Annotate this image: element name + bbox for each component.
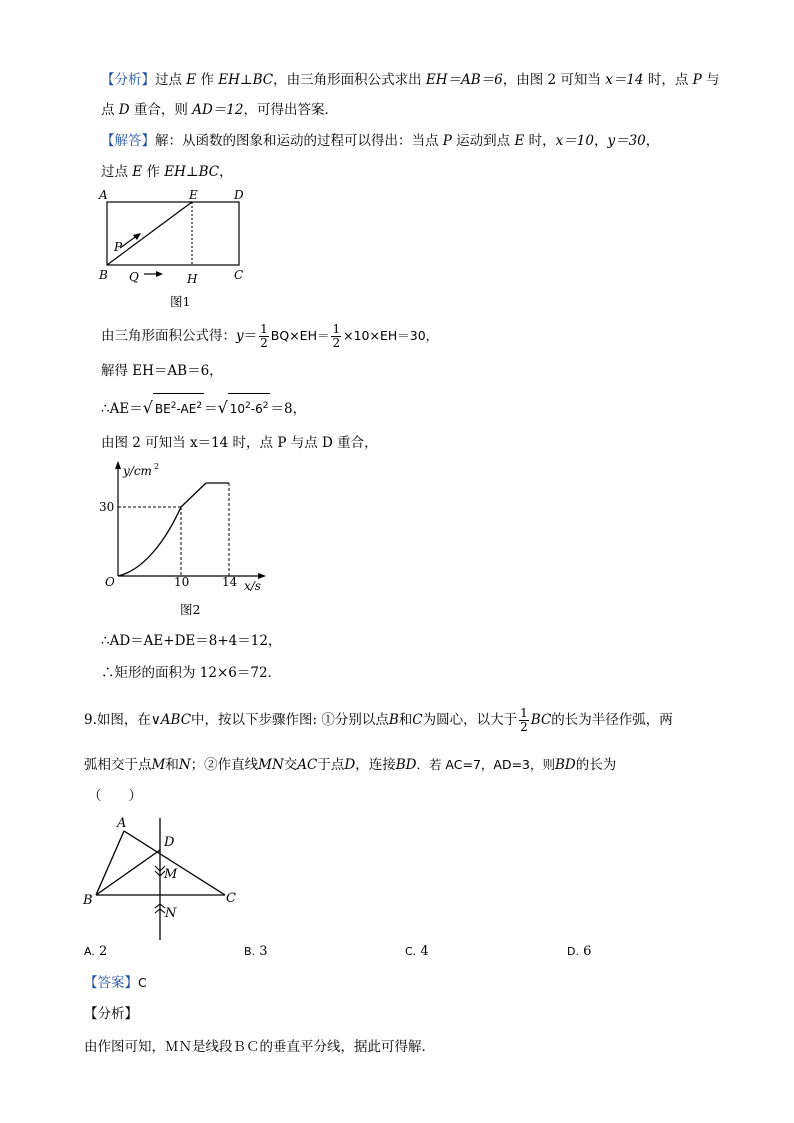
fraction-half: $\frac{1}{2}$ [260,322,268,350]
option-c[interactable]: C. 4 [405,944,429,959]
figure-3-triangle [80,814,245,944]
analysis-heading: 【分析】 [84,1006,138,1022]
analysis-line-1: 【分析】过点 E 作 EH⊥BC，由三角形面积公式求出 EH＝AB＝6，由图 2 可知当 x＝14 时，点 P 与 [101,72,720,88]
solution-line-2: 过点 E 作 EH⊥BC， [101,164,233,180]
fig2-origin-O: O [105,575,115,589]
fig2-ylabel-sup: 2 [154,462,160,471]
solution-line-1: 【解答】解：从函数的图象和运动的过程可以得出：当点 P 运动到点 E 时，x＝10，y＝30， [101,133,660,149]
option-a[interactable]: A. 2 [84,944,108,959]
sqrt-1: $BE^2-AE^2$ [153,393,204,421]
figure-1-caption: 图1 [170,294,191,309]
area-formula-line: 由三角形面积公式得：y＝ $\frac{1}{2}$ BQ×EH＝ $\frac{1}{2}$ ×10×EH＝30， [101,322,439,350]
fig1-label-E: E [189,188,198,202]
figure-2-caption: 图2 [180,602,201,617]
fig2-xlabel: x/s [244,579,261,593]
answer-tag: 【答案】 [84,975,138,991]
answer-line [84,973,147,993]
option-d[interactable]: D. 6 [567,944,592,959]
fig1-label-A: A [99,188,108,202]
ae-line: ∴AE＝√ $BE^2-AE^2$ ＝√ $10^2-6^2 =8$， [101,393,306,421]
fig1-label-B: B [99,268,108,282]
fig3-label-N: N [165,906,177,921]
analysis-tag: 【分析】 [101,72,155,88]
analysis-line-2: 点 D 重合，则 AD＝12，可得出答案． [101,102,338,118]
fig1-label-Q: Q [129,270,139,284]
fig2-ylabel: y/cm [123,464,152,478]
question-9-blank: （ ） [88,788,142,804]
fig2-tick-10: 10 [174,575,190,589]
q9-fraction-half: $\frac{1}{2}$ [520,706,528,734]
fig1-label-H: H [187,272,198,286]
fig3-label-C: C [226,891,236,906]
figure-2-graph [96,458,276,594]
fig2-intro-line: 由图 2 可知当 x＝14 时，点 P 与点 D 重合， [101,435,378,451]
rect-area-line: ∴矩形的面积为 12×6＝72． [101,665,282,681]
fig1-label-D: D [234,188,244,202]
fig1-label-C: C [234,268,244,282]
fig3-label-D: D [164,835,175,850]
fig1-label-P: P [114,240,123,254]
sqrt-2: $10^2-6^2$ [228,393,271,421]
fig3-label-A: A [117,816,127,831]
figure-1-rectangle [96,184,256,290]
question-9-line-1: 9.如图，在∨ABC中，按以下步骤作图: ①分别以点B和C为圆心，以大于 $\frac{1}{2}$ BC的长为半径作弧，两 [84,706,673,734]
option-b[interactable]: B. 3 [244,944,268,959]
fig2-tick-14: 14 [222,575,238,589]
solution-tag: 【解答】 [101,133,155,149]
solve-eh-line: 解得 EH＝AB＝6， [101,363,223,379]
fig3-label-B: B [83,893,93,908]
fraction-half-2: $\frac{1}{2}$ [332,322,341,350]
question-9-line-2: 弧相交于点M和N；②作直线MN交AC于点D，连接BD．若 AC=7，AD=3，则BD的长为 [84,757,617,773]
analysis-text: 由作图可知，ＭＮ是线段ＢＣ的垂直平分线，据此可得解． [84,1039,435,1055]
ad-line: ∴AD＝AE+DE＝8+4＝12， [101,633,282,649]
fig2-tick-30: 30 [99,500,115,514]
answer-value: C [138,975,147,990]
fig3-label-M: M [164,867,178,882]
